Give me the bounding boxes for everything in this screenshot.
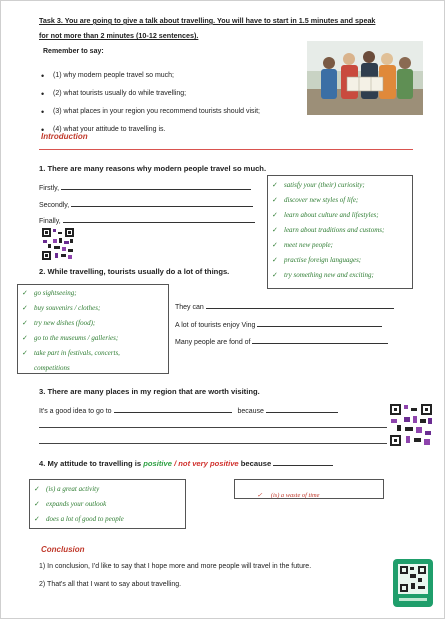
reason-item: ✓ meet new people; <box>268 238 412 253</box>
positive-label: positive <box>143 459 172 468</box>
firstly-blank[interactable] <box>61 182 251 190</box>
reason-item: ✓ discover new styles of life; <box>268 193 412 208</box>
check-icon: ✓ <box>272 226 278 234</box>
reason-item: ✓ satisfy your (their) curiosity; <box>268 178 412 193</box>
negative-item: (is) a waste of time <box>270 492 320 499</box>
finally-blank[interactable] <box>63 215 255 223</box>
task-line-1: Task 3. You are going to give a talk about travelling. You will have to start in 1.5 minutes and speak <box>39 16 376 25</box>
answer-line[interactable] <box>39 443 387 444</box>
remember-item: • (1) why modern people travel so much; <box>39 67 339 85</box>
check-icon: ✓ <box>272 241 278 249</box>
q4-prefix: 4. My attitude to travelling is <box>39 459 142 468</box>
enjoy-label: A lot of tourists enjoy Ving <box>175 322 256 329</box>
check-icon: ✓ <box>272 196 278 204</box>
travellers-photo <box>307 41 423 115</box>
check-icon: ✓ <box>34 515 40 523</box>
check-icon: ✓ <box>272 181 278 189</box>
check-icon: ✓ <box>22 319 28 327</box>
slash-label: / <box>171 459 179 468</box>
positive-box <box>29 479 186 529</box>
question-1: 1. There are many reasons why modern people travel so much. <box>39 164 267 173</box>
place-blank[interactable] <box>114 405 232 413</box>
fond-row <box>175 336 388 346</box>
enjoy-row <box>175 319 382 329</box>
red-divider <box>39 149 413 150</box>
question-4 <box>39 458 333 468</box>
positive-item: ✓ expands your outlook <box>30 497 185 512</box>
they-can-blank[interactable] <box>206 301 394 309</box>
check-icon: ✓ <box>34 485 40 493</box>
q4-because: because <box>240 459 272 468</box>
reasons-box <box>267 175 413 289</box>
secondly-row <box>39 199 253 209</box>
check-icon: ✓ <box>22 349 28 357</box>
conclusion-line-2: 2) That's all that I want to say about travelling. <box>39 581 182 588</box>
reason-item: ✓ practise foreign languages; <box>268 253 412 268</box>
introduction-heading: Introduction <box>41 132 88 141</box>
activity-item: ✓ try new dishes (food); <box>18 316 168 331</box>
remember-title: Remember to say: <box>43 48 104 55</box>
finally-row <box>39 215 255 225</box>
good-idea-row <box>39 405 338 415</box>
conclusion-line-1: 1) In conclusion, I'd like to say that I hope more and more people will travel in the future. <box>39 563 312 570</box>
qr-code <box>389 403 433 447</box>
q4-blank[interactable] <box>273 458 333 466</box>
remember-item: • (4) what your attitude to travelling is. <box>39 121 339 139</box>
check-icon: ✓ <box>34 500 40 508</box>
positive-item: ✓ does a lot of good to people <box>30 512 185 527</box>
because-label: because <box>237 408 264 415</box>
they-can-label: They can <box>175 304 204 311</box>
qr-code <box>41 227 75 261</box>
activity-item: ✓ go sightseeing; <box>18 286 168 301</box>
finally-label: Finally, <box>39 218 61 225</box>
because-blank[interactable] <box>266 405 338 413</box>
check-icon: ✓ <box>272 271 278 279</box>
reason-item: ✓ learn about traditions and customs; <box>268 223 412 238</box>
answer-line[interactable] <box>39 427 387 428</box>
qr-badge <box>393 559 433 607</box>
task-instructions <box>39 13 419 43</box>
activity-item: ✓ go to the museums / galleries; <box>18 331 168 346</box>
secondly-label: Secondly, <box>39 202 70 209</box>
negative-box <box>234 479 384 499</box>
reason-item: ✓ learn about culture and lifestyles; <box>268 208 412 223</box>
remember-item: • (3) what places in your region you recommend tourists should visit; <box>39 103 339 121</box>
firstly-label: Firstly, <box>39 185 60 192</box>
reason-item: ✓ try something new and exciting; <box>268 268 412 283</box>
remember-list <box>39 67 339 139</box>
task-line-2: for not more than 2 minutes (10-12 sentences). <box>39 31 199 40</box>
firstly-row <box>39 182 251 192</box>
positive-item: ✓ (is) a great activity <box>30 482 185 497</box>
enjoy-blank[interactable] <box>257 319 382 327</box>
not-very-positive-label: not very positive <box>178 459 239 468</box>
remember-item: • (2) what tourists usually do while travelling; <box>39 85 339 103</box>
question-2: 2. While travelling, tourists usually do a lot of things. <box>39 267 230 276</box>
check-icon: ✓ <box>22 334 28 342</box>
fond-blank[interactable] <box>252 336 388 344</box>
activity-item: ✓ buy souvenirs / clothes; <box>18 301 168 316</box>
they-can-row <box>175 301 394 311</box>
check-icon: ✓ <box>272 211 278 219</box>
check-icon: ✓ <box>22 304 28 312</box>
question-3: 3. There are many places in my region that are worth visiting. <box>39 387 260 396</box>
conclusion-heading: Conclusion <box>41 545 85 554</box>
check-icon: ✓ <box>22 289 28 297</box>
secondly-blank[interactable] <box>71 199 253 207</box>
activity-item: ✓ take part in festivals, concerts, <box>18 346 168 361</box>
fond-label: Many people are fond of <box>175 339 251 346</box>
check-icon: ✓ <box>272 256 278 264</box>
activities-box <box>17 284 169 374</box>
check-icon: ✓ <box>257 492 263 499</box>
activity-item: competitions <box>34 364 70 372</box>
good-idea-label: It's a good idea to go to <box>39 408 112 415</box>
